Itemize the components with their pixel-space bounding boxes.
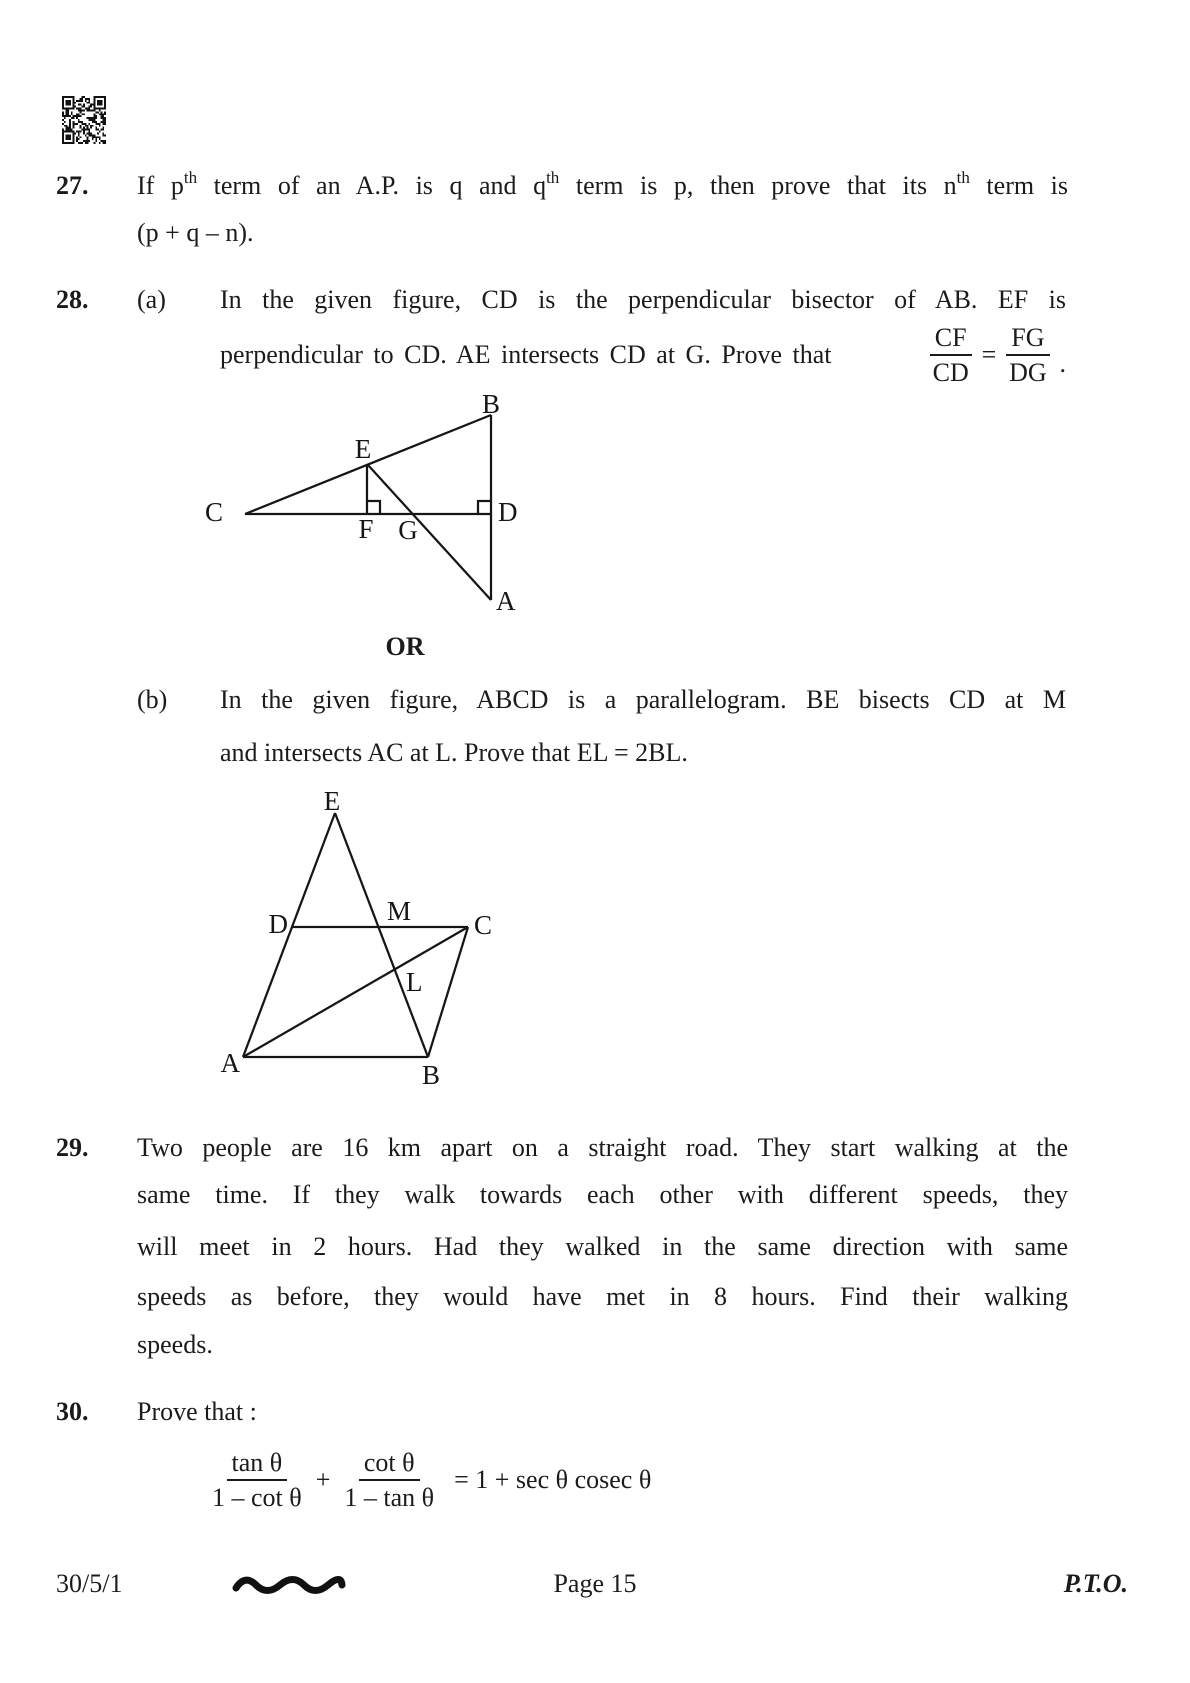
question-29-line-3: will meet in 2 hours. Had they walked in the same direction with same — [137, 1232, 1068, 1261]
q28a-fraction-equation — [930, 323, 1066, 387]
figure-b-label-L: L — [406, 967, 423, 997]
right-angle-mark-F — [367, 501, 380, 514]
question-29-line-1: Two people are 16 km apart on a straight road. They start walking at the — [137, 1133, 1068, 1162]
segment-EB — [335, 813, 428, 1057]
q27-text: term is p, then prove that its n — [559, 171, 957, 200]
figure-28a — [200, 380, 530, 620]
question-29-number: 29. — [56, 1133, 89, 1162]
plus-sign: + — [315, 1465, 331, 1494]
figure-a-label-A: A — [496, 586, 516, 616]
q27-superscript: th — [546, 168, 560, 187]
fraction-cot-theta — [344, 1448, 434, 1512]
q27-text: If p — [137, 171, 184, 200]
q27-text: term is — [969, 171, 1068, 200]
question-28b-line-2: and intersects AC at L. Prove that EL = 2BL. — [220, 738, 688, 767]
figure-a-label-D: D — [498, 497, 518, 527]
question-28-number: 28. — [56, 285, 89, 314]
figure-a-label-G: G — [398, 515, 418, 545]
fraction-denominator: 1 – cot θ — [212, 1483, 302, 1512]
question-30-intro: Prove that : — [137, 1397, 257, 1426]
fraction-denominator: 1 – tan θ — [344, 1483, 435, 1512]
question-29-line-4: speeds as before, they would have met in 8 hours. Find their walking — [137, 1282, 1068, 1311]
question-28a-label: (a) — [137, 285, 166, 314]
question-28a-line-2 — [220, 322, 1066, 387]
question-27-line-2: (p + q – n). — [137, 218, 254, 247]
fraction-numerator: tan θ — [227, 1448, 288, 1481]
question-27-number: 27. — [56, 171, 89, 200]
q28a-text: perpendicular to CD. AE intersects CD at G. Prove that — [220, 340, 832, 369]
pto-label: P.T.O. — [1063, 1569, 1128, 1598]
q27-superscript: th — [183, 168, 198, 187]
question-29-line-2: same time. If they walk towards each other with different speeds, they — [137, 1180, 1068, 1209]
figure-b-label-E: E — [323, 786, 341, 816]
page-number: Page 15 — [553, 1569, 637, 1598]
question-29-line-5: speeds. — [137, 1330, 213, 1359]
paper-code: 30/5/1 — [56, 1569, 123, 1598]
figure-b-label-A: A — [220, 1048, 240, 1078]
figure-b-label-M: M — [387, 896, 412, 926]
figure-a-label-C: C — [205, 497, 224, 527]
question-28b-label: (b) — [137, 685, 168, 714]
figure-b-label-D: D — [268, 909, 288, 939]
question-28b-line-1: In the given figure, ABCD is a parallelogram. BE bisects CD at M — [220, 685, 1066, 714]
figure-b-label-C: C — [474, 910, 493, 940]
fraction-numerator: FG — [1006, 323, 1049, 356]
fraction-fg-dg — [1006, 323, 1049, 387]
right-angle-mark-D — [478, 501, 491, 514]
question-27-line-1 — [137, 170, 1068, 201]
equation-rhs: = 1 + sec θ cosec θ — [454, 1465, 652, 1494]
qr-code — [62, 96, 106, 144]
segment-EA — [243, 813, 335, 1057]
figure-a-label-B: B — [482, 389, 501, 419]
question-28a-line-1: In the given figure, CD is the perpendicular bisector of AB. EF is — [220, 285, 1066, 314]
figure-a-label-F: F — [358, 514, 374, 544]
fraction-numerator: CF — [930, 323, 972, 356]
question-30-number: 30. — [56, 1397, 89, 1426]
q27-text: term of an A.P. is q and q — [197, 171, 547, 200]
fraction-denominator: CD — [932, 358, 969, 387]
q27-superscript: th — [956, 168, 970, 187]
fraction-cf-cd — [930, 323, 972, 387]
figure-28b — [210, 785, 500, 1090]
figure-a-label-E: E — [354, 434, 372, 464]
figure-b-label-B: B — [421, 1060, 441, 1090]
segment-EA — [368, 465, 491, 600]
or-separator: OR — [385, 632, 425, 661]
equals-sign: = — [981, 340, 997, 369]
fraction-numerator: cot θ — [359, 1448, 420, 1481]
fraction-tan-theta — [212, 1448, 302, 1512]
question-30-equation — [212, 1442, 651, 1518]
fraction-denominator: DG — [1009, 358, 1047, 387]
period: . — [1059, 349, 1066, 378]
